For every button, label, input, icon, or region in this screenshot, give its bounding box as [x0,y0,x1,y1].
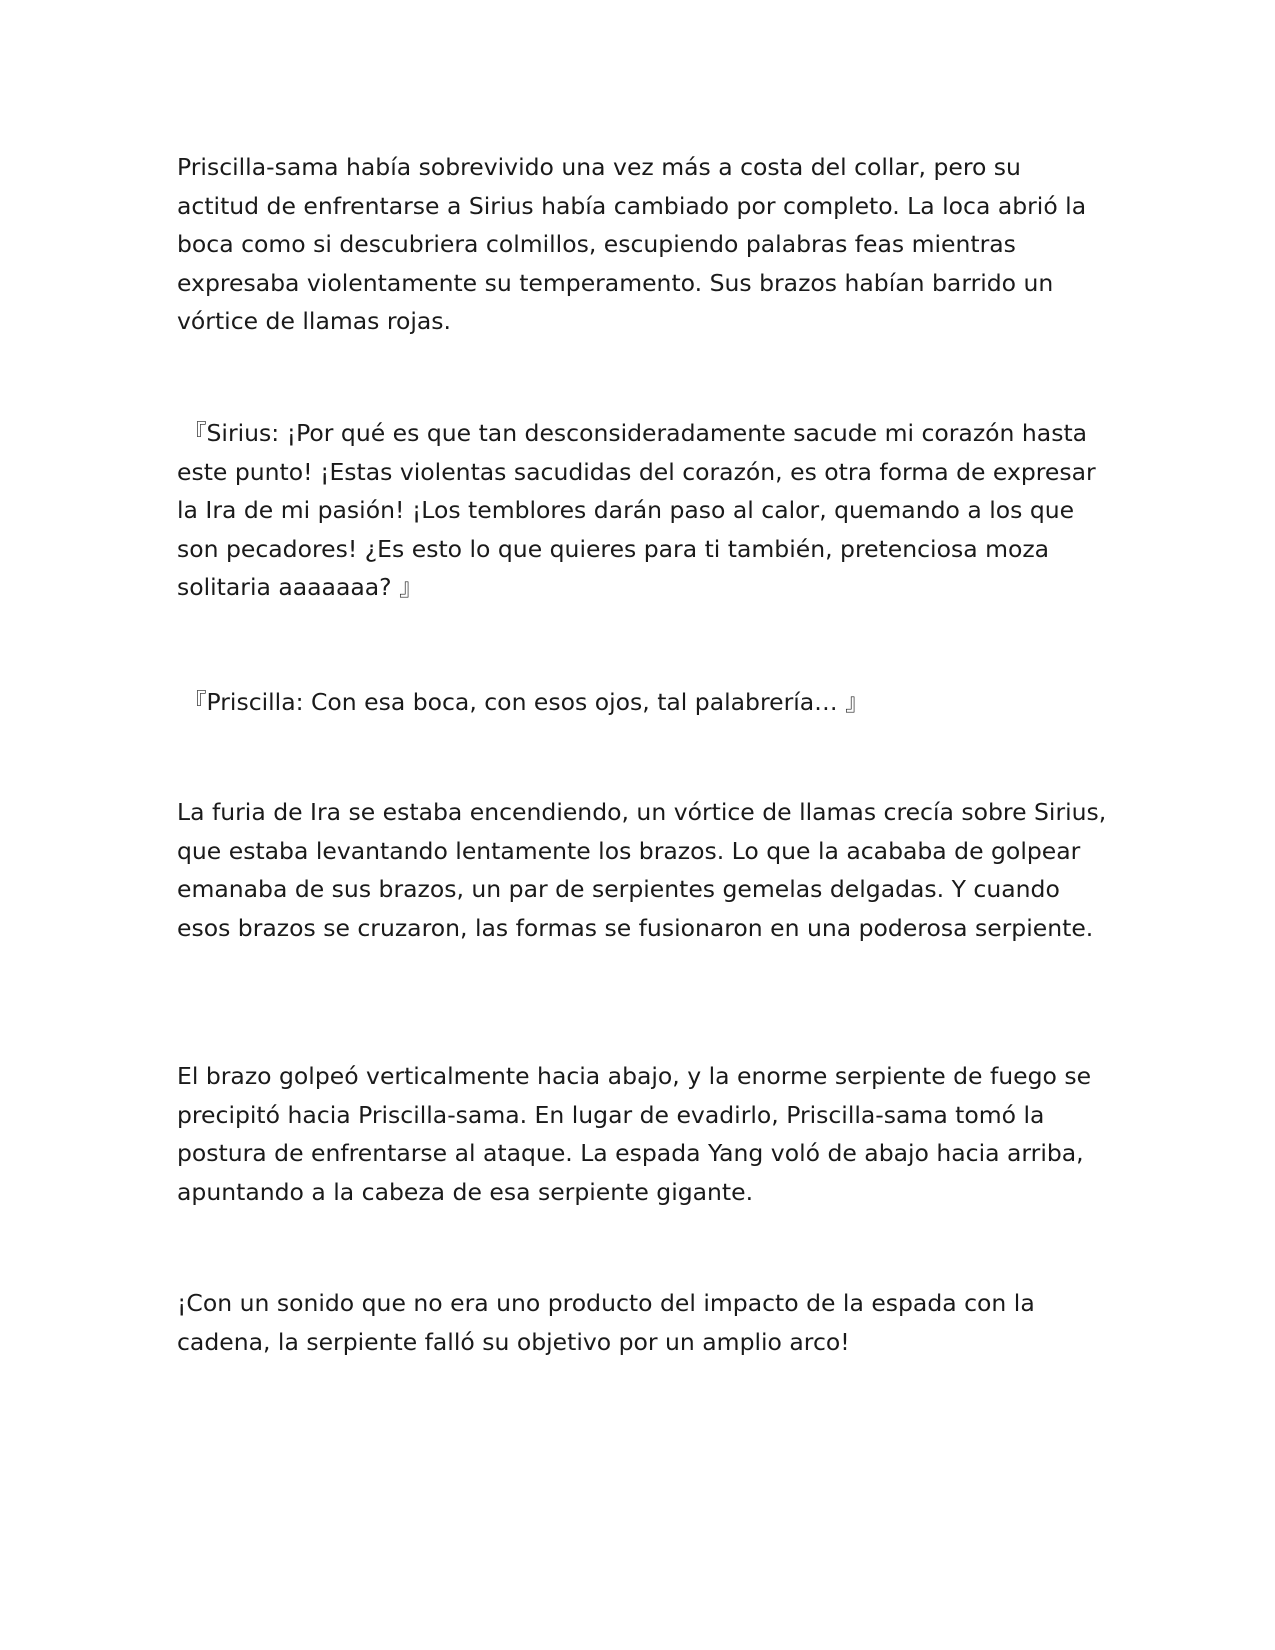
narration-paragraph: Priscilla-sama había sobrevivido una vez más a costa del collar, pero su actitud de enfrentarse a Sirius había cambiado por completo. La loca abrió la boca como si descubriera colmillos, escupiendo palabras feas mientras expresaba violentamente su temperamento. Sus brazos habían barrido un vórtice de llamas rojas. [177,153,1087,335]
narration-paragraph: El brazo golpeó verticalmente hacia abajo, y la enorme serpiente de fuego se precipitó hacia Priscilla-sama. En lugar de evadirlo, Priscilla-sama tomó la postura de enfrentarse al ataque. La espada Yang voló de abajo hacia arriba, apuntando a la cabeza de esa serpiente gigante. [177,1062,1092,1206]
narration-paragraph: La furia de Ira se estaba encendiendo, un vórtice de llamas crecía sobre Sirius, que estaba levantando lentamente los brazos. Lo que la acababa de golpear emanaba de sus brazos, un par de serpientes gemelas delgadas. Y cuando esos brazos se cruzaron, las formas se fusionaron en una poderosa serpiente. [177,798,1107,942]
dialogue-sirius: 『Sirius: ¡Por qué es que tan desconsideradamente sacude mi corazón hasta este punto! ¡Estas violentas sacudidas del corazón, es otra forma de expresar la Ira de mi pasión! ¡Los temblores darán paso al calor, quemando a los que son pecadores! ¿Es esto lo que quieres para ti también, pretenciosa moza solitaria aaaaaaa? 』 [177,419,1096,601]
dialogue-priscilla: 『Priscilla: Con esa boca, con esos ojos, tal palabrería… 』 [183,688,869,716]
narration-paragraph: ¡Con un sonido que no era uno producto del impacto de la espada con la cadena, la serpiente falló su objetivo por un amplio arco! [177,1289,1035,1356]
